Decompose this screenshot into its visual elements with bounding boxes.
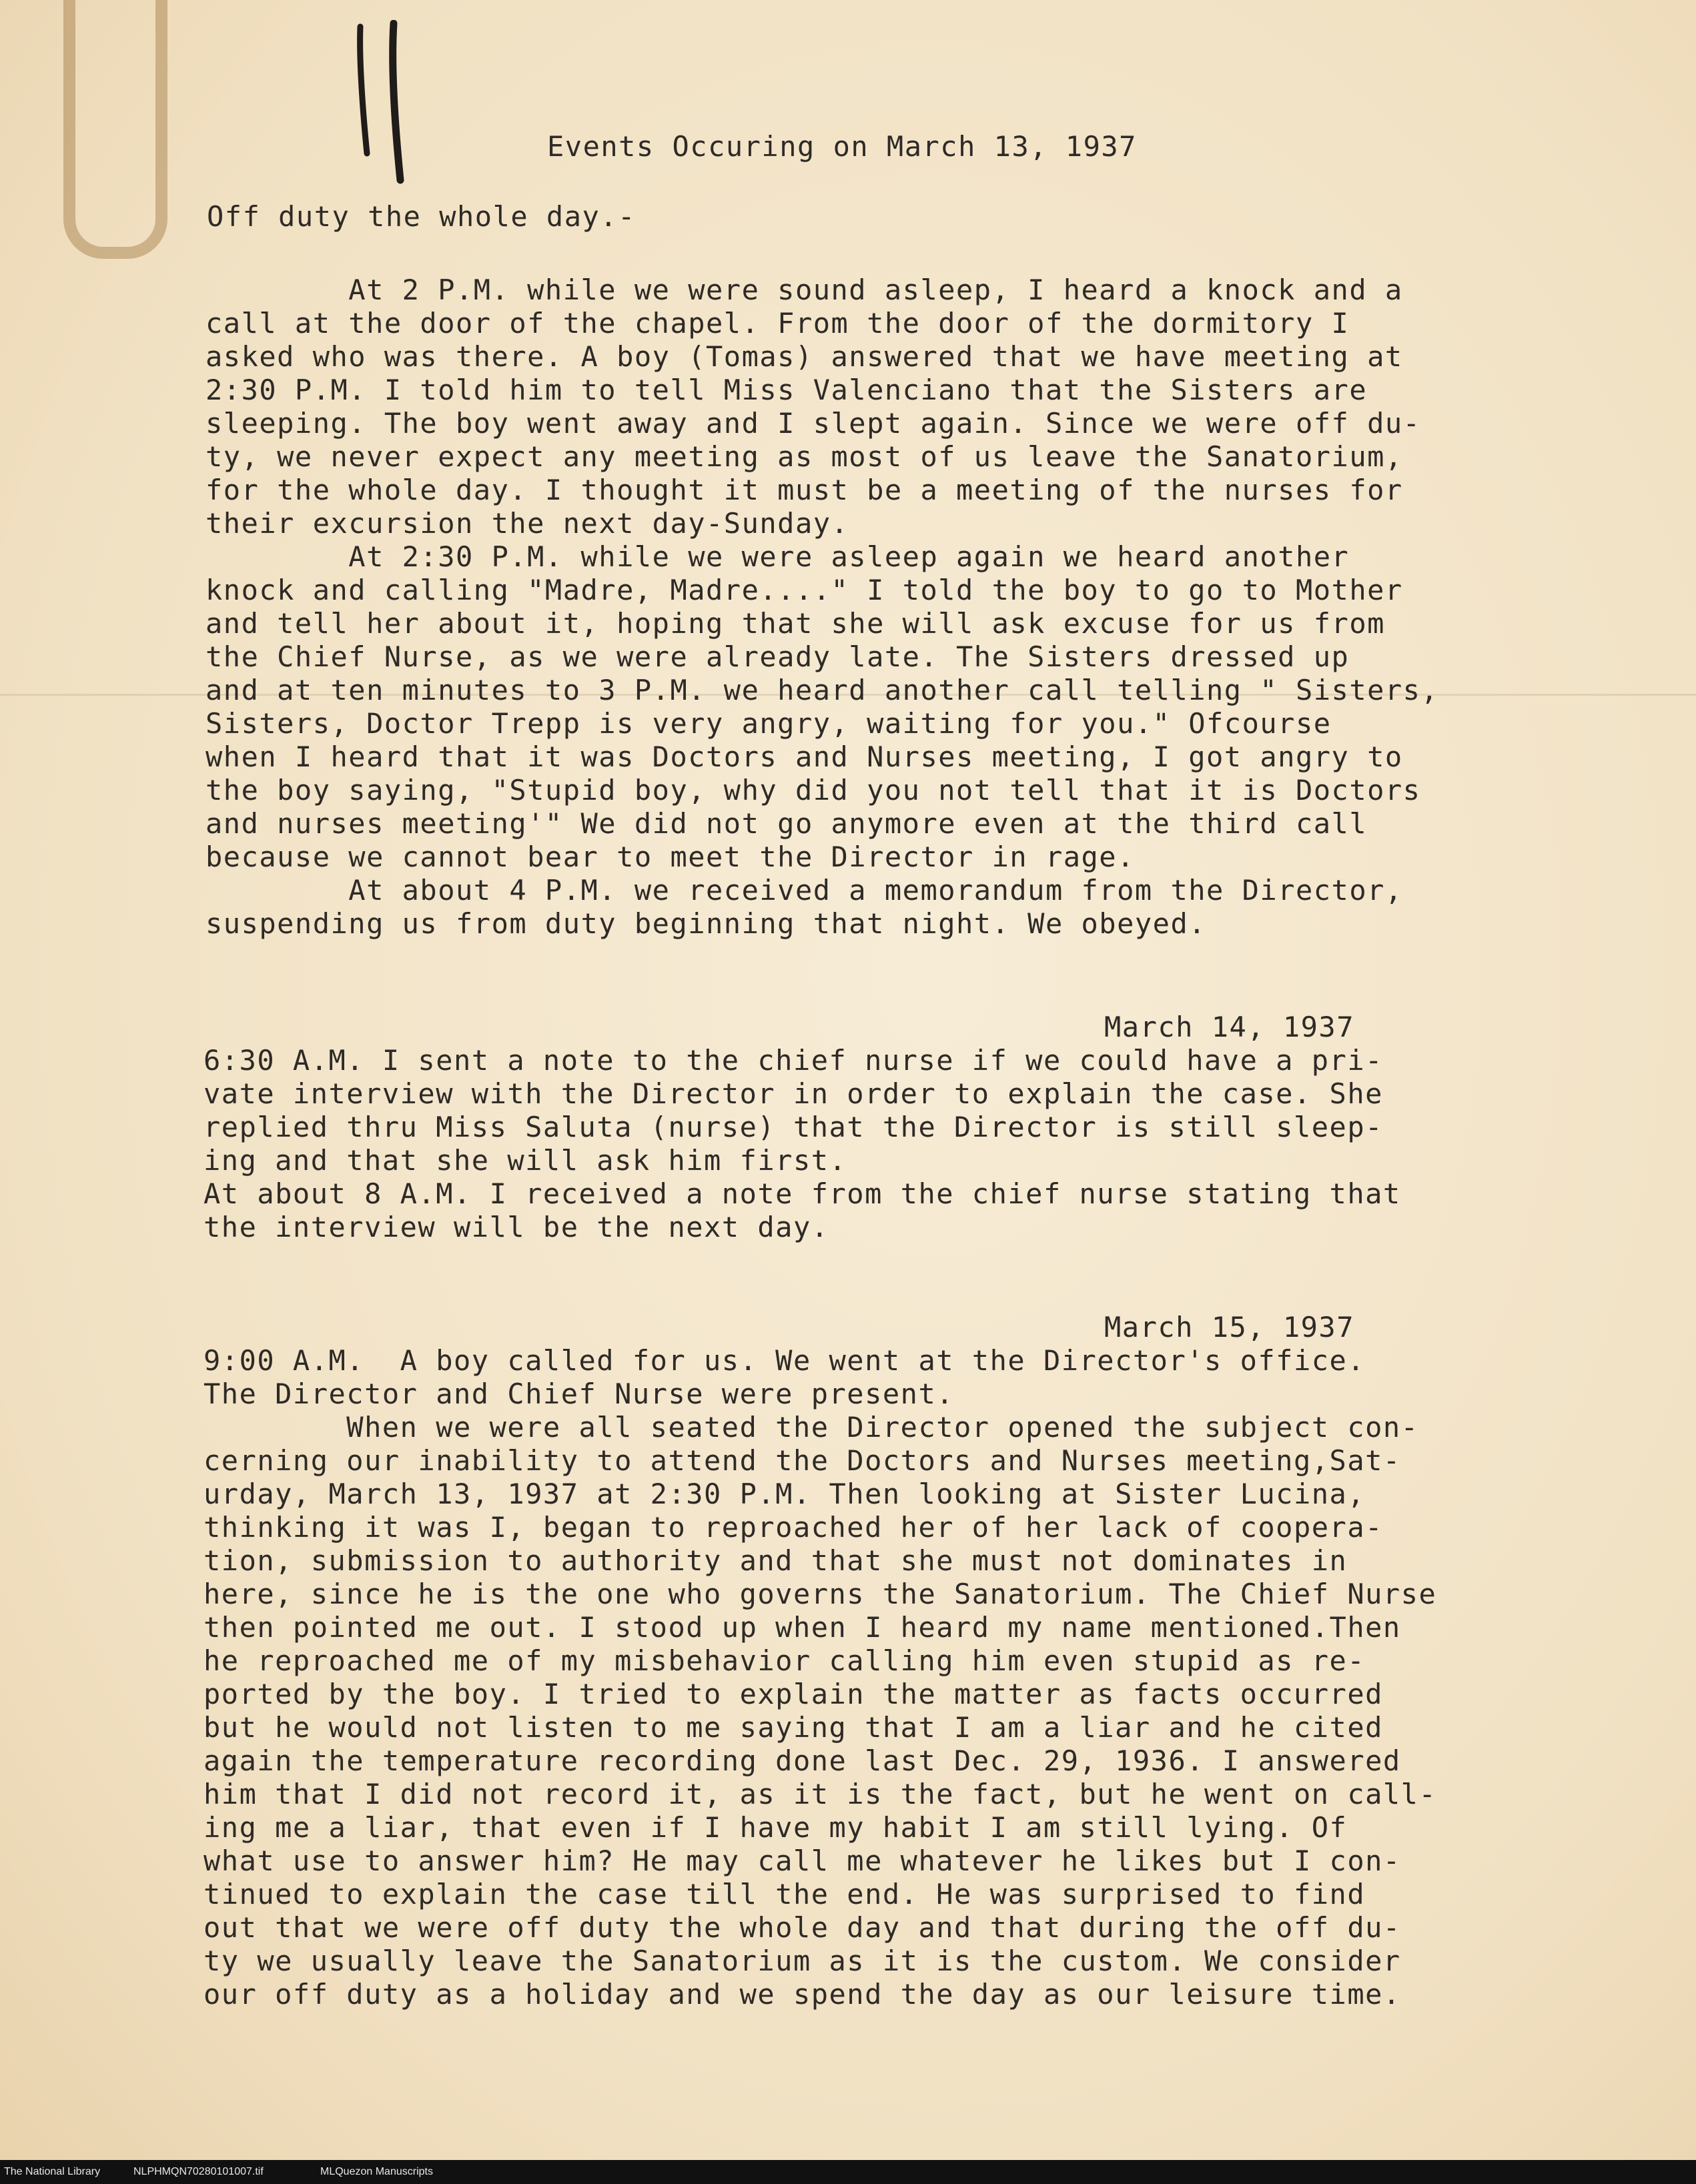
text-line: 6:30 A.M. I sent a note to the chief nurse if we could have a pri- bbox=[203, 1044, 1383, 1077]
text-line: the interview will be the next day. bbox=[203, 1211, 829, 1243]
text-line: thinking it was I, began to reproached her of her lack of coopera- bbox=[203, 1511, 1383, 1544]
text-line: call at the door of the chapel. From the door of the dormitory I bbox=[205, 307, 1350, 340]
text-line: knock and calling "Madre, Madre...." I told the boy to go to Mother bbox=[205, 574, 1403, 606]
text-line: here, since he is the one who governs the Sanatorium. The Chief Nurse bbox=[203, 1578, 1437, 1610]
text-line: Sisters, Doctor Trepp is very angry, waiting for you." Ofcourse bbox=[205, 707, 1332, 740]
text-line: their excursion the next day-Sunday. bbox=[205, 507, 849, 540]
text-line: what use to answer him? He may call me whatever he likes but I con- bbox=[203, 1844, 1401, 1877]
page-heading: Events Occuring on March 13, 1937 bbox=[547, 130, 1137, 163]
entry-march-15 bbox=[203, 1344, 1436, 2011]
text-line: the boy saying, "Stupid boy, why did you not tell that it is Doctors bbox=[205, 774, 1421, 806]
text-line: ing me a liar, that even if I have my habit I am still lying. Of bbox=[203, 1811, 1348, 1844]
text-line: At 2:30 P.M. while we were asleep again we heard another bbox=[205, 540, 1350, 573]
text-line: 2:30 P.M. I told him to tell Miss Valenciano that the Sisters are bbox=[205, 374, 1368, 406]
date-march-14: March 14, 1937 bbox=[1104, 1011, 1355, 1043]
text-line: suspending us from duty beginning that night. We obeyed. bbox=[205, 907, 1207, 940]
text-line: and at ten minutes to 3 P.M. we heard another call telling " Sisters, bbox=[205, 674, 1439, 706]
text-line: urday, March 13, 1937 at 2:30 P.M. Then looking at Sister Lucina, bbox=[203, 1478, 1366, 1510]
text-line: tion, submission to authority and that she must not dominates in bbox=[203, 1544, 1348, 1577]
text-line: but he would not listen to me saying that I am a liar and he cited bbox=[203, 1711, 1383, 1744]
entry-march-14 bbox=[203, 1044, 1401, 1244]
text-line: our off duty as a holiday and we spend the day as our leisure time. bbox=[203, 1978, 1401, 2011]
text-line: At about 8 A.M. I received a note from the chief nurse stating that bbox=[203, 1177, 1401, 1210]
text-line: asked who was there. A boy (Tomas) answered that we have meeting at bbox=[205, 340, 1403, 373]
archive-footer bbox=[0, 2160, 1696, 2184]
text-line: then pointed me out. I stood up when I heard my name mentioned.Then bbox=[203, 1611, 1401, 1644]
text-line: because we cannot bear to meet the Director in rage. bbox=[205, 841, 1135, 873]
paper-clip-rust-stain bbox=[63, 0, 167, 259]
text-line: for the whole day. I thought it must be a meeting of the nurses for bbox=[205, 474, 1403, 506]
text-line: out that we were off duty the whole day and that during the off du- bbox=[203, 1911, 1401, 1944]
text-line: vate interview with the Director in order to explain the case. She bbox=[203, 1077, 1383, 1110]
text-line: At 2 P.M. while we were sound asleep, I heard a knock and a bbox=[205, 274, 1403, 306]
footer-collection: MLQuezon Manuscripts bbox=[320, 2166, 433, 2177]
text-line: ing and that she will ask him first. bbox=[203, 1144, 847, 1177]
text-line: when I heard that it was Doctors and Nurses meeting, I got angry to bbox=[205, 740, 1403, 773]
text-line: The Director and Chief Nurse were present. bbox=[203, 1378, 955, 1410]
entry-march-13 bbox=[205, 274, 1438, 941]
text-line: and tell her about it, hoping that she will ask excuse for us from bbox=[205, 607, 1385, 640]
text-line: and nurses meeting'" We did not go anymore even at the third call bbox=[205, 807, 1368, 840]
text-line: ported by the boy. I tried to explain the matter as facts occurred bbox=[203, 1678, 1383, 1710]
text-line: 9:00 A.M. A boy called for us. We went at the Director's office. bbox=[203, 1344, 1366, 1377]
text-line: the Chief Nurse, as we were already late. The Sisters dressed up bbox=[205, 640, 1350, 673]
text-line: At about 4 P.M. we received a memorandum from the Director, bbox=[205, 874, 1403, 907]
text-line: he reproached me of my misbehavior calling him even stupid as re- bbox=[203, 1644, 1366, 1677]
text-line: ty, we never expect any meeting as most of us leave the Sanatorium, bbox=[205, 440, 1403, 473]
footer-file: NLPHMQN70280101007.tif bbox=[133, 2166, 264, 2177]
text-line: him that I did not record it, as it is the fact, but he went on call- bbox=[203, 1778, 1437, 1810]
text-line: again the temperature recording done last Dec. 29, 1936. I answered bbox=[203, 1744, 1401, 1777]
pen-marks-icon bbox=[347, 20, 427, 193]
text-line: tinued to explain the case till the end. He was surprised to find bbox=[203, 1878, 1366, 1910]
text-line: ty we usually leave the Sanatorium as it is the custom. We consider bbox=[203, 1945, 1401, 1977]
text-line: When we were all seated the Director opened the subject con- bbox=[203, 1411, 1419, 1444]
text-line: sleeping. The boy went away and I slept again. Since we were off du- bbox=[205, 407, 1421, 440]
text-line: replied thru Miss Saluta (nurse) that the Director is still sleep- bbox=[203, 1111, 1383, 1143]
off-duty-line: Off duty the whole day.- bbox=[207, 200, 636, 233]
footer-library: The National Library bbox=[4, 2166, 101, 2177]
text-line: cerning our inability to attend the Doctors and Nurses meeting,Sat- bbox=[203, 1444, 1401, 1477]
date-march-15: March 15, 1937 bbox=[1104, 1311, 1355, 1343]
